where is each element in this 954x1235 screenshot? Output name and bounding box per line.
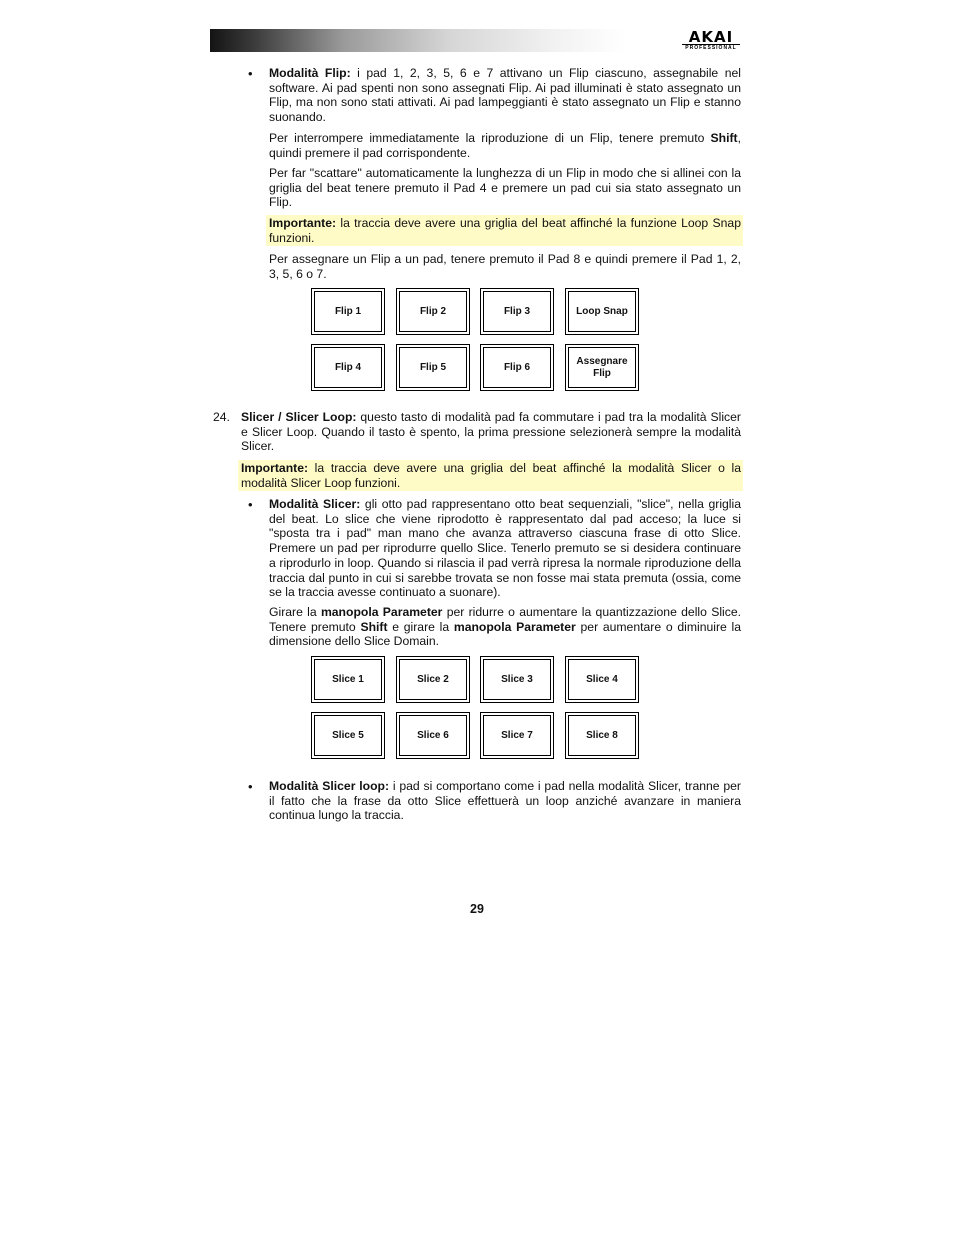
flip-snap-paragraph: Per far "scattare" automaticamente la lunghezza di un Flip in modo che si allinei con la griglia del beat tenere premuto il Pad 4 e premere un pad cui sia stato assegnato un Flip. <box>269 166 741 210</box>
akai-logo: AKAI PROFESSIONAL <box>682 31 740 49</box>
pad-slice-5: Slice 5 <box>311 712 385 759</box>
item-number-24: 24. <box>213 410 230 424</box>
flip-mode-paragraph: Modalità Flip: i pad 1, 2, 3, 5, 6 e 7 attivano un Flip ciascuno, assegnabile nel software. Ai pad spenti non sono assegnati Flip. Ai pad illuminati è stato assegnato un Flip, ma non sono stati attivati. Ai pad lampeggianti è stato assegnato un Flip e stanno suonando. <box>269 66 741 125</box>
pad-slice-8: Slice 8 <box>565 712 639 759</box>
bullet-slicer: • <box>248 497 253 512</box>
pad-flip-4: Flip 4 <box>311 344 385 391</box>
pad-flip-1: Flip 1 <box>311 288 385 335</box>
slicer-parameter-paragraph: Girare la manopola Parameter per ridurre o aumentare la quantizzazione dello Slice. Tenere premuto Shift e girare la manopola Parameter per aumentare o diminuire la dimensione dello Slice Domain. <box>269 605 742 649</box>
slicer-paragraph: Slicer / Slicer Loop: questo tasto di modalità pad fa commutare i pad tra la modalità Slicer e Slicer Loop. Quando il tasto è spento, la prima pressione selezionerà sempre la modalità Slicer. <box>241 410 741 454</box>
slicer-loop-paragraph: Modalità Slicer loop: i pad si comportano come i pad nella modalità Slicer, tranne per il fatto che la frase da otto Slice effettuerà un loop anziché avanzare in maniera continua lungo la traccia. <box>269 779 741 823</box>
pad-slice-3: Slice 3 <box>480 656 554 703</box>
pad-slice-7: Slice 7 <box>480 712 554 759</box>
flip-stop-paragraph: Per interrompere immediatamente la riproduzione di un Flip, tenere premuto Shift, quindi premere il pad corrispondente. <box>269 131 741 160</box>
bullet-flip: • <box>248 66 253 81</box>
flip-important-note: Importante: la traccia deve avere una griglia del beat affinché la funzione Loop Snap funzioni. <box>266 215 743 246</box>
header-gradient-bar <box>210 29 743 52</box>
bullet-slicer-loop: • <box>248 779 253 794</box>
pad-slice-6: Slice 6 <box>396 712 470 759</box>
slicer-mode-paragraph: Modalità Slicer: gli otto pad rappresentano otto beat sequenziali, "slice", nella griglia del beat. Lo slice che viene riprodotto è rappresentato dal pad acceso; la luce si "sposta tra i pad" man mano che avanza attraverso ciascuna frase di otto Slice. Premere un pad per riprodurre quello Slice. Tenerlo premuto se si desidera continuare a riprodurlo in loop. Quando si rilascia il pad verrà ripresa la normale riproduzione della traccia dal punto in cui si sarebbe trovata se non fosse mai stata premuta (ossia, come se la traccia avesse continuato a suonare). <box>269 497 742 600</box>
pad-loop-snap: Loop Snap <box>565 288 639 335</box>
pad-flip-5: Flip 5 <box>396 344 470 391</box>
flip-assign-paragraph: Per assegnare un Flip a un pad, tenere premuto il Pad 8 e quindi premere il Pad 1, 2, 3, 5, 6 o 7. <box>269 252 741 281</box>
page-number: 29 <box>470 902 484 916</box>
pad-slice-4: Slice 4 <box>565 656 639 703</box>
pad-flip-3: Flip 3 <box>480 288 554 335</box>
pad-flip-6: Flip 6 <box>480 344 554 391</box>
pad-slice-1: Slice 1 <box>311 656 385 703</box>
pad-assign-flip: Assegnare Flip <box>565 344 639 391</box>
pad-slice-2: Slice 2 <box>396 656 470 703</box>
pad-flip-2: Flip 2 <box>396 288 470 335</box>
slicer-important-note: Importante: la traccia deve avere una griglia del beat affinché la modalità Slicer o la modalità Slicer Loop funzioni. <box>238 460 743 491</box>
